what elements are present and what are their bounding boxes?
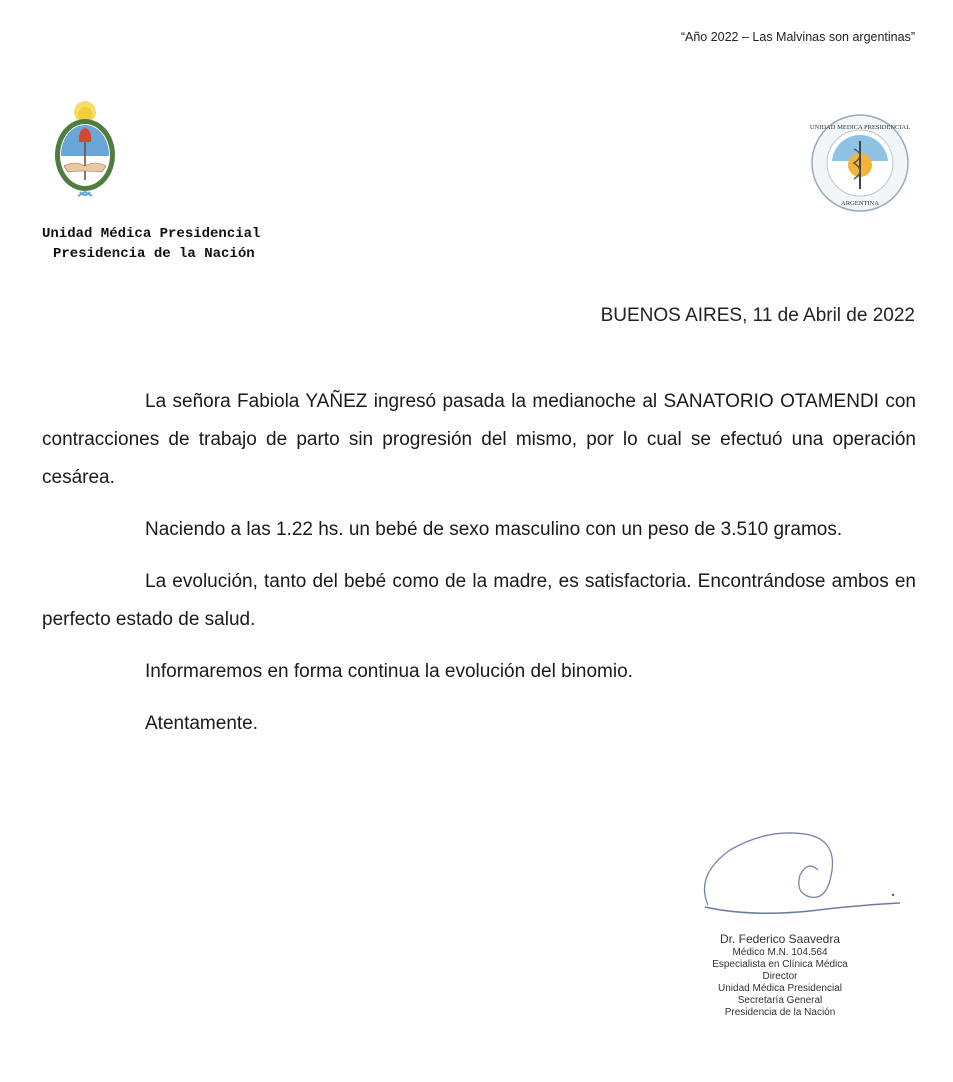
institution-name: Unidad Médica Presidencial (42, 226, 261, 242)
medical-unit-seal-icon (810, 113, 910, 213)
handwritten-signature (690, 825, 920, 930)
signer-specialty: Especialista en Clínica Médica (712, 959, 848, 970)
letter-body (42, 383, 916, 757)
signature-block (680, 932, 880, 1019)
paragraph-birth: Naciendo a las 1.22 hs. un bebé de sexo masculino con un peso de 3.510 gramos. (145, 519, 843, 540)
signer-license: Médico M.N. 104.564 (732, 947, 828, 958)
institution-heading (42, 224, 260, 264)
national-coat-of-arms-icon (50, 100, 120, 205)
signer-name: Dr. Federico Saavedra (719, 932, 841, 946)
institution-parent: Presidencia de la Nación (53, 246, 255, 262)
seal-top-text: UNIDAD MEDICA PRESIDENCIAL (810, 124, 910, 131)
paragraph-updates: Informaremos en forma continua la evolución del binomio. (145, 661, 633, 682)
seal-bottom-text: ARGENTINA (841, 200, 879, 207)
paragraph-evolution: La evolución, tanto del bebé como de la madre, es satisfactoria. Encontrándose ambos en perfecto estado de salud. (42, 571, 916, 630)
signer-department: Secretaría General (737, 995, 823, 1006)
signer-unit: Unidad Médica Presidencial (718, 983, 842, 994)
date-line: BUENOS AIRES, 11 de Abril de 2022 (600, 305, 915, 326)
signer-role: Director (762, 971, 798, 982)
signer-organization: Presidencia de la Nación (724, 1007, 836, 1018)
paragraph-admission: La señora Fabiola YAÑEZ ingresó pasada la medianoche al SANATORIO OTAMENDI con contracciones de trabajo de parto sin progresión del mismo, por lo cual se efectuó una operación cesárea. (42, 391, 916, 488)
year-motto: “Año 2022 – Las Malvinas son argentinas” (680, 30, 915, 44)
paragraph-closing: Atentamente. (145, 713, 259, 734)
